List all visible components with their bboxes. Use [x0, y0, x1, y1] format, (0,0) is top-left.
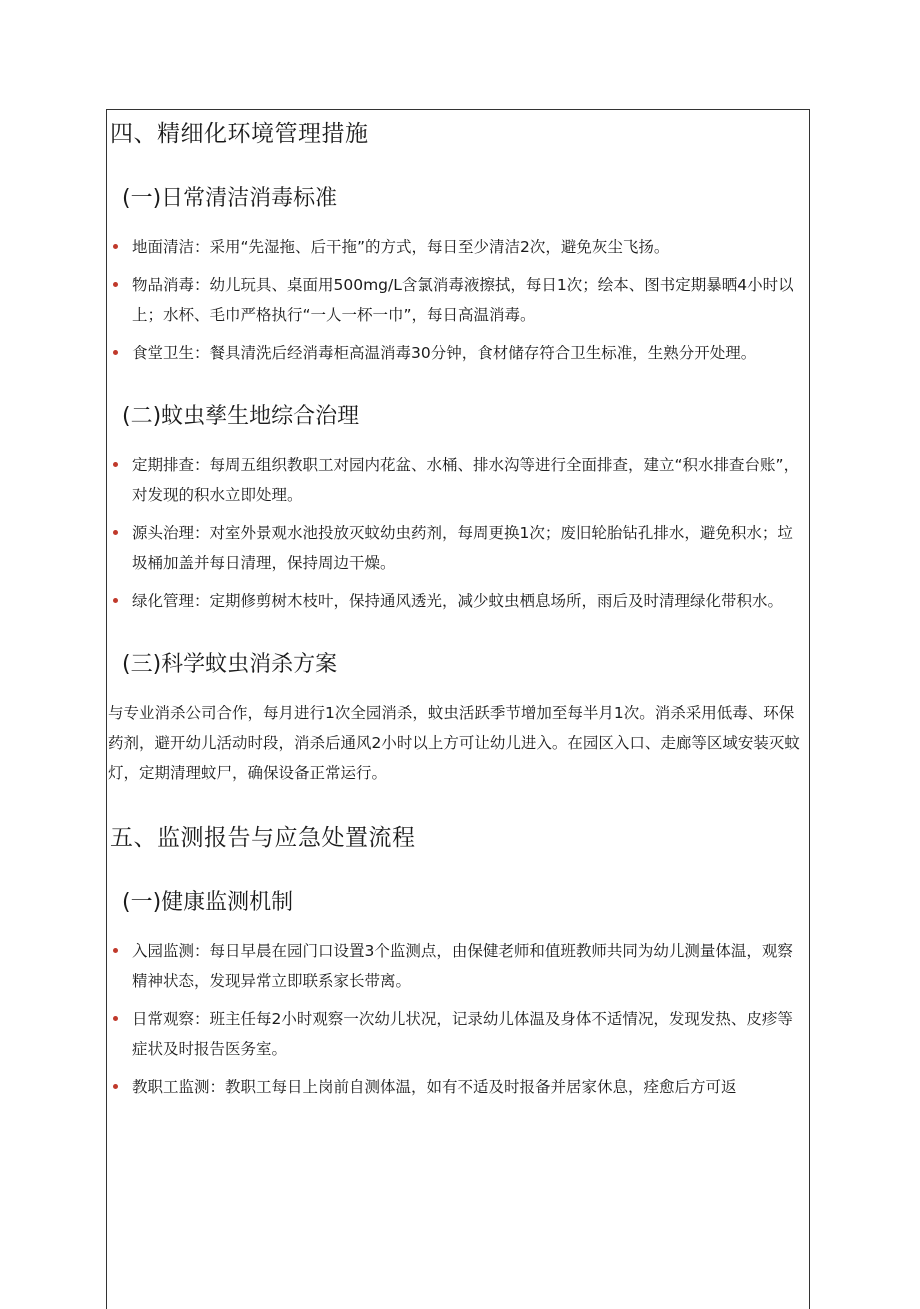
- bullet-icon: [113, 350, 118, 355]
- list-item: 绿化管理：定期修剪树木枝叶，保持通风透光，减少蚊虫栖息场所，雨后及时清理绿化带积水。: [108, 586, 808, 616]
- list-item: 定期排查：每周五组织教职工对园内花盆、水桶、排水沟等进行全面排查，建立“积水排查台账”，对发现的积水立即处理。: [108, 450, 808, 510]
- section-heading-5: 五、监测报告与应急处置流程: [110, 825, 416, 851]
- list-item: 教职工监测：教职工每日上岗前自测体温，如有不适及时报备并居家休息，痊愈后方可返: [108, 1072, 808, 1102]
- list-item: 日常观察：班主任每2小时观察一次幼儿状况，记录幼儿体温及身体不适情况，发现发热、皮疹等症状及时报告医务室。: [108, 1004, 808, 1064]
- bullet-icon: [113, 244, 118, 249]
- bullet-icon: [113, 1084, 118, 1089]
- subsection-heading-mosquito-breeding: (二)蚊虫孳生地综合治理: [122, 404, 360, 429]
- bullet-icon: [113, 282, 118, 287]
- bullet-list-cleaning: [108, 232, 808, 368]
- bullet-icon: [113, 462, 118, 467]
- document-body: [108, 110, 808, 1110]
- list-item: 源头治理：对室外景观水池投放灭蚊幼虫药剂，每周更换1次；废旧轮胎钻孔排水，避免积水；垃圾桶加盖并每日清理，保持周边干燥。: [108, 518, 808, 578]
- list-item: 入园监测：每日早晨在园门口设置3个监测点，由保健老师和值班教师共同为幼儿测量体温，观察精神状态，发现异常立即联系家长带离。: [108, 936, 808, 996]
- list-item: 物品消毒：幼儿玩具、桌面用500mg/L含氯消毒液擦拭，每日1次；绘本、图书定期暴晒4小时以上；水杯、毛巾严格执行“一人一杯一巾”，每日高温消毒。: [108, 270, 808, 330]
- list-item: 地面清洁：采用“先湿拖、后干拖”的方式，每日至少清洁2次，避免灰尘飞扬。: [108, 232, 808, 262]
- list-item: 食堂卫生：餐具清洗后经消毒柜高温消毒30分钟，食材储存符合卫生标准，生熟分开处理。: [108, 338, 808, 368]
- subsection-heading-pest-control: (三)科学蚊虫消杀方案: [122, 652, 338, 677]
- bullet-list-breeding: [108, 450, 808, 616]
- bullet-icon: [113, 1016, 118, 1021]
- section-heading-4: 四、精细化环境管理措施: [110, 121, 369, 147]
- bullet-icon: [113, 598, 118, 603]
- bullet-list-monitoring: [108, 936, 808, 1102]
- pest-control-paragraph: 与专业消杀公司合作，每月进行1次全园消杀，蚊虫活跃季节增加至每半月1次。消杀采用低毒、环保药剂，避开幼儿活动时段，消杀后通风2小时以上方可让幼儿进入。在园区入口、走廊等区域安装灭蚊灯，定期清理蚊尸，确保设备正常运行。: [108, 704, 800, 782]
- bullet-icon: [113, 530, 118, 535]
- bullet-icon: [113, 948, 118, 953]
- subsection-heading-daily-cleaning: (一)日常清洁消毒标准: [122, 186, 338, 211]
- subsection-heading-health-monitoring: (一)健康监测机制: [122, 890, 294, 915]
